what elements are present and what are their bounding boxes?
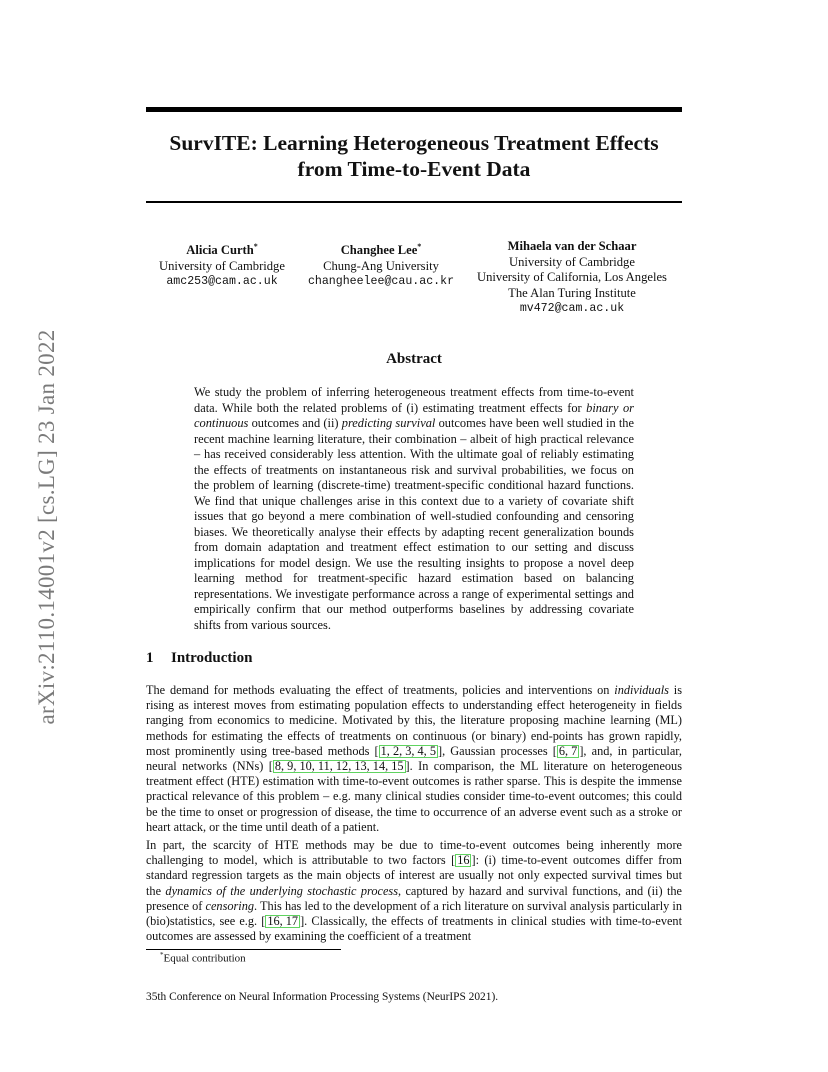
author-email[interactable]: changheelee@cau.ac.kr [307,275,455,289]
citation-link[interactable]: 8, 9, 10, 11, 12, 13, 14, 15 [274,759,404,774]
footnote-rule [146,949,341,950]
section-heading-introduction [146,650,252,667]
citation-link[interactable]: 1, 2, 3, 4, 5 [380,743,436,758]
section-title: Introduction [171,650,253,666]
title-bottom-rule [146,201,682,203]
citation-link[interactable]: 16, 17 [267,914,299,929]
author-affiliation: University of Cambridge [509,254,635,269]
intro-paragraph-1: The demand for methods evaluating the effect of treatments, policies and interventions on individuals is rising as interest moves from estimating population effects to understanding effect heterogeneity in fields ranging from economics to medicine. Motivated by this, the literature proposing machine learning (ML) methods for estimating the effects of treatments on continuous (or binary) end-points has grown rapidly, most prominently using tree-based methods [ 1, 2, 3, 4, 5 ], Gaussian processes [ 6, 7 ], and, in particular, neural networks (NNs) [ 8, 9, 10, 11, 12, 13, 14, 15 ]. In comparison, the ML literature on heterogeneous treatment effect (HTE) estimation with time-to-event outcomes is rather sparse. This is despite the immense practical relevance of this problem – e.g. many clinical studies consider time-to-event outcomes; this could be the time to onset or progression of disease, the time to occurrence of an adverse event such as a stroke or heart attack, or the time until death of a patient. [146,683,682,834]
section-number: 1 [146,650,154,666]
title-line-2: from Time-to-Event Data [297,157,531,181]
author-name: Mihaela van der Schaar [507,239,637,253]
citation-link[interactable]: 6, 7 [558,743,578,758]
footnote: *Equal contribution [160,951,246,965]
author-block-curth [146,239,298,290]
author-name: Alicia Curth* [186,242,258,258]
title-line-1: SurvITE: Learning Heterogeneous Treatment Effects [169,131,659,155]
author-affiliation: Chung-Ang University [323,258,439,273]
title-top-rule [146,107,682,112]
abstract-body: We study the problem of inferring heterogeneous treatment effects from time-to-event data. While both the related problems of (i) estimating treatment effects for binary or continuous outcomes and (ii) predicting survival outcomes have been well studied in the recent machine learning literature, their combination – albeit of high practical relevance – has received considerably less attention. With the ultimate goal of reliably estimating the effects of treatments on instantaneous risk and survival probabilities, we focus on the problem of learning (discrete-time) treatment-specific conditional hazard functions. We find that unique challenges arise in this context due to a variety of covariate shift issues that go beyond a mere combination of well-studied confounding and censoring biases. We theoretically analyse their effects by adapting recent generalization bounds from domain adaptation and treatment effect estimation to our setting and discuss implications for model design. We use the resulting insights to propose a novel deep learning method for treatment-specific hazard estimation based on balancing representations. We investigate performance across a range of experimental settings and empirically confirm that our method outperforms baselines by addressing covariate shifts from various sources. [194,385,634,632]
author-name: Changhee Lee* [340,242,422,258]
author-affiliation: The Alan Turing Institute [508,285,636,300]
citation-link[interactable]: 16 [457,853,470,868]
author-affiliation: University of California, Los Angeles [477,270,667,285]
arxiv-identifier: arXiv:2110.14001v2 [cs.LG] 23 Jan 2022 [34,329,59,725]
author-block-lee [302,239,460,290]
author-email[interactable]: mv472@cam.ac.uk [519,302,625,316]
author-block-van-der-schaar [466,239,678,317]
abstract-heading: Abstract [386,351,442,367]
conference-note: 35th Conference on Neural Information Processing Systems (NeurIPS 2021). [146,991,499,1003]
intro-paragraph-2: In part, the scarcity of HTE methods may be due to time-to-event outcomes being inherently more challenging to model, which is attributable to two factors [ 16 ]: (i) time-to-event outcomes differ from standard regression targets as the main objects of interest are usually not only expected survival times but the dynamics of the underlying stochastic process, captured by hazard and survival functions, and (ii) the presence of censoring. This has led to the development of a rich literature on survival analysis particularly in (bio)statistics, see e.g. [ 16, 17 ]. Classically, the effects of treatments in clinical studies with time-to-event outcomes are assessed by examining the coefficient of a treatment [146,838,683,944]
author-email[interactable]: amc253@cam.ac.uk [166,275,278,289]
paper-title [146,130,682,182]
author-affiliation: University of Cambridge [159,258,285,273]
